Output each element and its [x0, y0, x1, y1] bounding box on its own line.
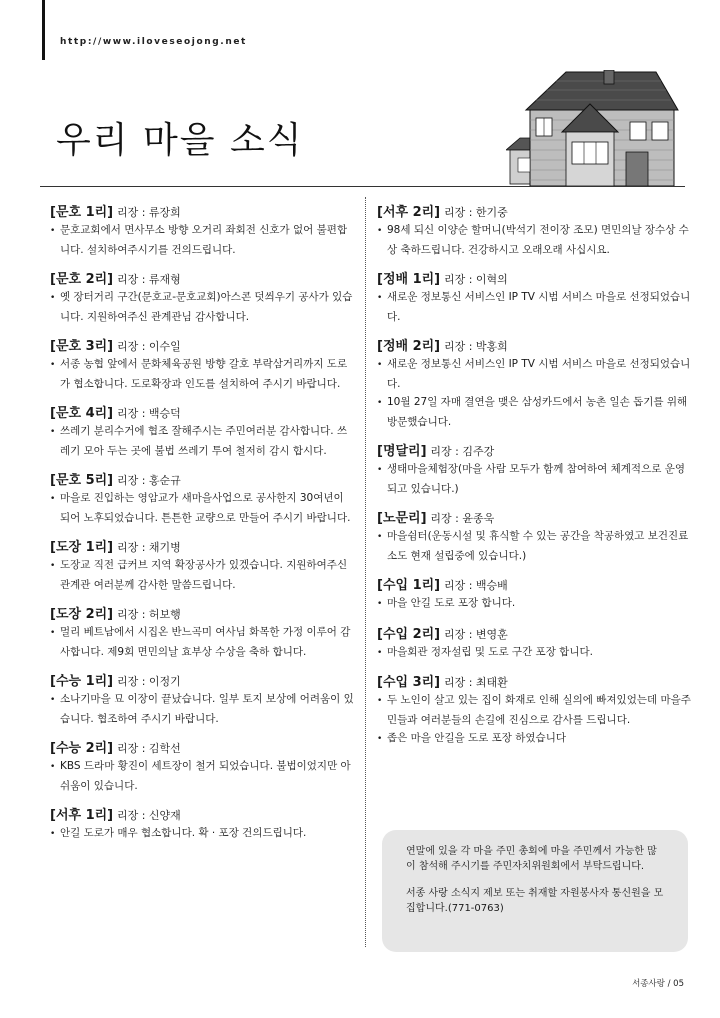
news-item: • 문호교회에서 면사무소 방향 오거리 좌회전 신호가 없어 불편합니다. 설치하여주시기를 건의드립니다.	[50, 224, 348, 256]
village-name: [문호 3리]	[50, 339, 114, 354]
news-entry	[377, 577, 692, 614]
news-entry	[50, 673, 355, 728]
chief-name: 리장 : 백승배	[443, 579, 508, 592]
news-item: • 안길 도로가 매우 협소합니다. 확 · 포장 건의드립니다.	[50, 827, 307, 839]
header-url: http://www.iloveseojong.net	[60, 37, 247, 47]
chief-name: 리장 : 김학선	[116, 742, 181, 755]
village-name: [수입 2리]	[377, 626, 441, 642]
news-item: • 마을로 진입하는 영암교가 새마을사업으로 공사한지 30여년이 되어 노후되었습니다. 튼튼한 교량으로 만들어 주시기 바랍니다.	[50, 492, 351, 524]
news-entry	[50, 740, 355, 795]
village-name: [서후 1리]	[50, 808, 114, 823]
news-item: • 새로운 정보통신 서비스인 IP TV 시범 서비스 마을로 선정되었습니다.	[377, 358, 691, 390]
news-item: • 쓰레기 분리수거에 협조 잘해주시는 주민여러분 감사합니다. 쓰레기 모아 두는 곳에 불법 쓰레기 투여 철저히 감시 합시다.	[50, 425, 348, 457]
page-footer: 서종사랑 / 05	[632, 979, 684, 989]
village-name: [문호 5리]	[50, 473, 114, 488]
chief-name: 리장 : 허보행	[116, 608, 181, 621]
chief-name: 리장 : 이정기	[116, 675, 181, 688]
chief-name: 리장 : 최태환	[443, 676, 508, 689]
news-item: • 두 노인이 살고 있는 집이 화재로 인해 실의에 빠져있었는데 마을주민들과 여러분들의 손길에 진심으로 감사를 드립니다.	[377, 694, 691, 726]
village-name: [수입 1리]	[377, 578, 441, 593]
news-entry	[50, 271, 355, 326]
chief-name: 리장 : 홍순규	[116, 474, 181, 487]
column-divider	[365, 197, 366, 947]
news-item: • 생태마을체험장(마을 사람 모두가 함께 참여하여 체계적으로 운영되고 있습니다.)	[377, 463, 685, 495]
news-item: • 10월 27일 자매 결연을 맺은 삼성카드에서 농촌 일손 돕기를 위해 방문했습니다.	[377, 396, 688, 428]
chief-name: 리장 : 류재형	[116, 273, 181, 286]
news-entry	[377, 338, 692, 431]
page-title: 우리 마을 소식	[56, 120, 304, 161]
news-entry	[377, 626, 692, 663]
chief-name: 리장 : 김주강	[430, 445, 495, 458]
village-name: [수능 2리]	[50, 741, 114, 756]
village-name: [정배 2리]	[377, 339, 441, 354]
right-column	[377, 204, 692, 761]
news-item: • 옛 장터거리 구간(문호교-문호교회)아스콘 덧씌우기 공사가 있습니다. 지원하여주신 관계관님 감사합니다.	[50, 291, 353, 323]
news-entry	[377, 443, 692, 498]
village-name: [서후 2리]	[377, 205, 441, 220]
chief-name: 리장 : 이수일	[116, 340, 181, 353]
news-item: • 멀리 베트남에서 시집온 반느곡미 여사님 화목한 가정 이루어 감사합니다. 제9회 면민의날 효부상 수상을 축하 합니다.	[50, 626, 351, 658]
margin-bar	[42, 0, 45, 60]
chief-name: 리장 : 이혁의	[443, 273, 508, 286]
village-name: [도장 1리]	[50, 540, 114, 555]
chief-name: 리장 : 신양재	[116, 809, 181, 822]
village-name: [명달리]	[377, 444, 427, 459]
news-entry	[377, 204, 692, 259]
news-item: • 좁은 마을 안길을 도로 포장 하였습니다	[377, 732, 566, 744]
house-illustration	[506, 70, 684, 188]
village-name: [도장 2리]	[50, 607, 114, 622]
news-item: • 마을 안길 도로 포장 합니다.	[377, 597, 516, 609]
chief-name: 리장 : 한기중	[443, 206, 508, 219]
news-entry	[50, 204, 355, 259]
news-item: • 마을쉼터(운동시설 및 휴식할 수 있는 공간을 착공하였고 보건진료소도 현재 설립중에 있습니다.)	[377, 530, 689, 562]
chief-name: 리장 : 윤종욱	[430, 512, 495, 525]
news-entry	[50, 405, 355, 460]
chief-name: 리장 : 백승덕	[116, 407, 181, 420]
left-column	[50, 204, 355, 856]
news-entry	[50, 606, 355, 661]
news-entry	[50, 807, 355, 844]
news-entry	[50, 338, 355, 393]
top-rule	[40, 186, 685, 187]
news-entry	[377, 674, 692, 749]
news-item: • 새로운 정보통신 서비스인 IP TV 시범 서비스 마을로 선정되었습니다.	[377, 291, 691, 323]
chief-name: 리장 : 류장희	[116, 206, 181, 219]
chief-name: 리장 : 채기병	[116, 541, 181, 554]
news-entry	[377, 510, 692, 565]
news-item: • 98세 되신 이양순 할머니(박석기 전이장 조모) 면민의날 장수상 수상 축하드립니다. 건강하시고 오래오래 사십시요.	[377, 224, 689, 256]
village-name: [노문리]	[377, 511, 427, 526]
news-item: • KBS 드라마 황진이 세트장이 철거 되었습니다. 불법이었지만 아쉬움이 있습니다.	[50, 760, 351, 792]
notice-box	[382, 830, 688, 952]
news-item: • 서종 농협 앞에서 문화체육공원 방향 갈호 부락삼거리까지 도로가 협소합니다. 도로확장과 인도를 설치하여 주시기 바랍니다.	[50, 358, 348, 390]
notice-text: 연말에 있을 각 마을 주민 총회에 마을 주민께서 가능한 많이 참석해 주시기를 주민자치위원회에서 부탁드립니다.	[406, 846, 657, 872]
chief-name: 리장 : 박홍희	[443, 340, 508, 353]
news-item: • 소나기마을 묘 이장이 끝났습니다. 일부 토지 보상에 어려움이 있습니다. 협조하여 주시기 바랍니다.	[50, 693, 354, 725]
notice-text: 서종 사랑 소식지 제보 또는 취재할 자원봉사자 통신원을 모집합니다.(771-0763)	[406, 888, 664, 914]
village-name: [수능 1리]	[50, 674, 114, 689]
news-entry	[377, 271, 692, 326]
news-item: • 도장교 직전 급커브 지역 확장공사가 있겠습니다. 지원하여주신 관계관 여러분께 감사한 말씀드립니다.	[50, 559, 348, 591]
village-name: [정배 1리]	[377, 272, 441, 287]
news-entry	[50, 539, 355, 594]
village-name: [문호 4리]	[50, 406, 114, 421]
village-name: [문호 1리]	[50, 205, 114, 220]
village-name: [수입 3리]	[377, 675, 441, 690]
village-name: [문호 2리]	[50, 272, 114, 287]
news-entry	[50, 472, 355, 527]
news-item: • 마을회관 정자설립 및 도로 구간 포장 합니다.	[377, 645, 593, 658]
chief-name: 리장 : 변영훈	[443, 627, 508, 641]
